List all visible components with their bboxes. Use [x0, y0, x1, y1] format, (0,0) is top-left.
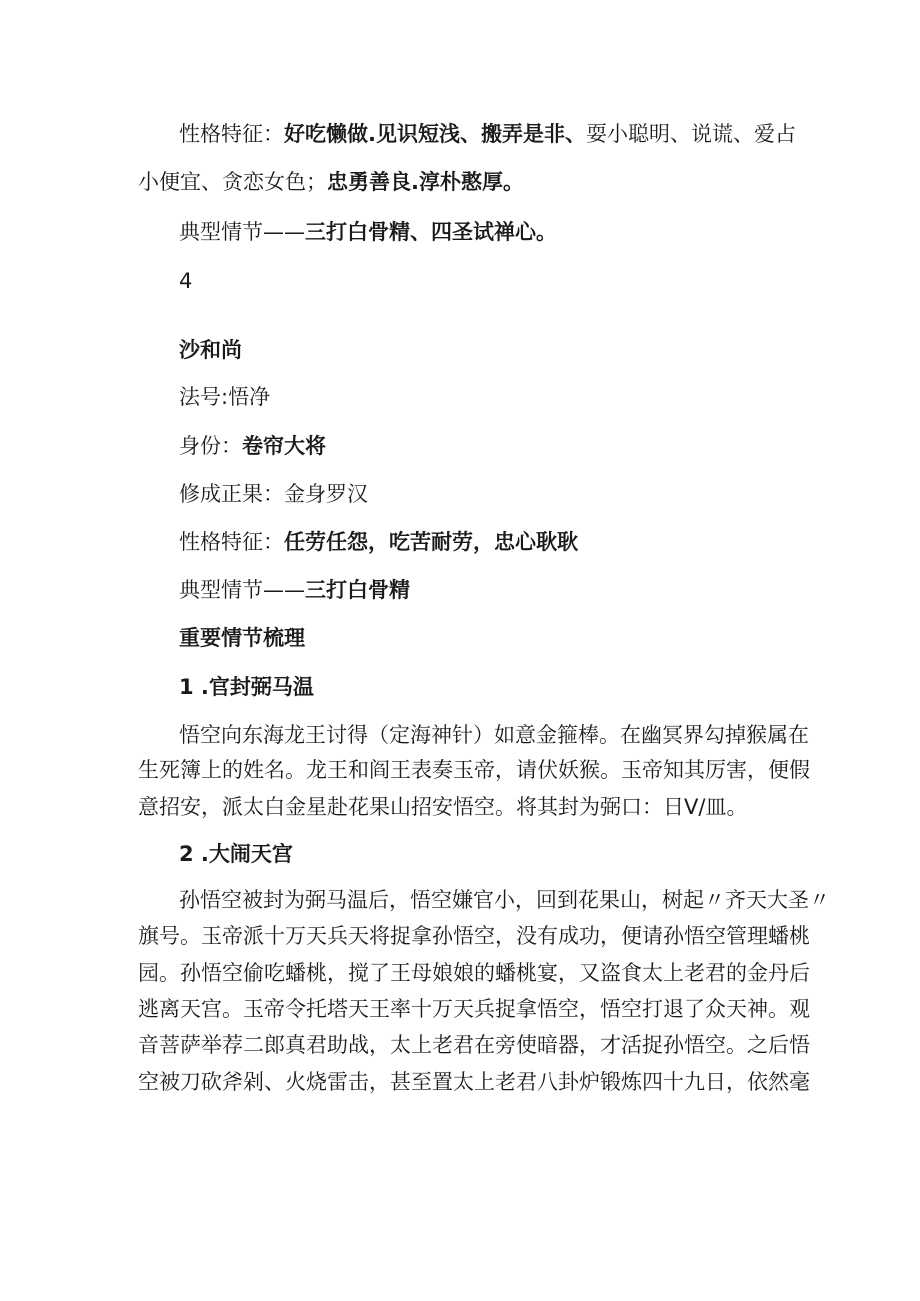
- text-run: 悟空向东海龙王讨得（定海神针）如意金箍棒。在幽冥界勾掉猴属在: [179, 723, 809, 747]
- paragraph-line: [138, 1031, 810, 1059]
- text-line: [179, 383, 270, 411]
- text-run: 典型情节——: [179, 220, 305, 244]
- bold-text-run: 2 .大闹天宫: [179, 842, 293, 866]
- text-run: 音菩萨举荐二郎真君助战，太上老君在旁使暗器，才活捉孙悟空。之后悟: [138, 1033, 810, 1057]
- text-run: 典型情节——: [179, 578, 305, 602]
- text-run: 身份：: [179, 434, 242, 458]
- text-run: 耍小聪明、说谎、爱占: [585, 122, 796, 146]
- text-run: 性格特征：: [179, 530, 284, 554]
- text-run: 意招安，派太白金星赴花果山招安悟空。将其封为弼口：日V/皿。: [138, 795, 748, 819]
- text-run: 生死簿上的姓名。龙王和阎王表奏玉帝，请伏妖猴。玉帝知其厉害，便假: [138, 758, 810, 782]
- paragraph-line: [138, 959, 810, 987]
- text-run: 园。孙悟空偷吃蟠桃，搅了王母娘娘的蟠桃宴，又盗食太上老君的金丹后: [138, 961, 810, 985]
- paragraph-line: [179, 886, 830, 914]
- paragraph-line: [138, 995, 810, 1023]
- paragraph-line: [138, 922, 810, 950]
- bold-text-run: 好吃懒做.见识短浅、搬弄是非、: [284, 122, 586, 146]
- text-run: 逃离天宫。玉帝令托塔天王率十万天兵捉拿悟空，悟空打退了众天神。观: [138, 997, 810, 1021]
- bold-text-run: 重要情节梳理: [179, 626, 305, 650]
- bold-text-run: 任劳任怨，吃苦耐劳，忠心耿耿: [284, 530, 578, 554]
- bold-text-run: 忠勇善良.淳朴憨厚。: [327, 170, 524, 194]
- bold-text-run: 卷帘大将: [242, 434, 326, 458]
- text-run: 小便宜、贪恋女色；: [138, 170, 327, 194]
- bold-text-run: 1 .官封弼马温: [179, 675, 314, 699]
- section-number: [179, 267, 192, 295]
- text-run: 孙悟空被封为弼马温后，悟空嫌官小，回到花果山，树起〃齐天大圣〃: [179, 888, 830, 912]
- paragraph-line: [138, 793, 747, 821]
- text-line: [179, 120, 796, 148]
- text-line: [138, 168, 524, 196]
- paragraph-line: [138, 756, 810, 784]
- subsection-heading: [179, 840, 293, 868]
- bold-text-run: 三打白骨精: [305, 578, 410, 602]
- text-line: [179, 528, 578, 556]
- paragraph-line: [179, 721, 809, 749]
- text-run: 旗号。玉帝派十万天兵天将捉拿孙悟空，没有成功，便请孙悟空管理蟠桃: [138, 924, 810, 948]
- text-line: [179, 218, 557, 246]
- text-run: 空被刀砍斧剁、火烧雷击，甚至置太上老君八卦炉锻炼四十九日，依然毫: [138, 1070, 810, 1094]
- subsection-heading: [179, 673, 314, 701]
- bold-text-run: 三打白骨精、四圣试禅心。: [305, 220, 557, 244]
- text-run: 4: [179, 269, 193, 293]
- bold-text-run: 沙和尚: [179, 338, 242, 362]
- section-heading: [179, 624, 305, 652]
- text-run: 法号:悟净: [179, 385, 271, 409]
- text-line: [179, 432, 326, 460]
- text-line: [179, 576, 410, 604]
- text-line: [179, 480, 368, 508]
- character-heading: [179, 336, 242, 364]
- text-run: 性格特征：: [179, 122, 284, 146]
- paragraph-line: [138, 1068, 810, 1096]
- text-run: 修成正果：金身罗汉: [179, 482, 368, 506]
